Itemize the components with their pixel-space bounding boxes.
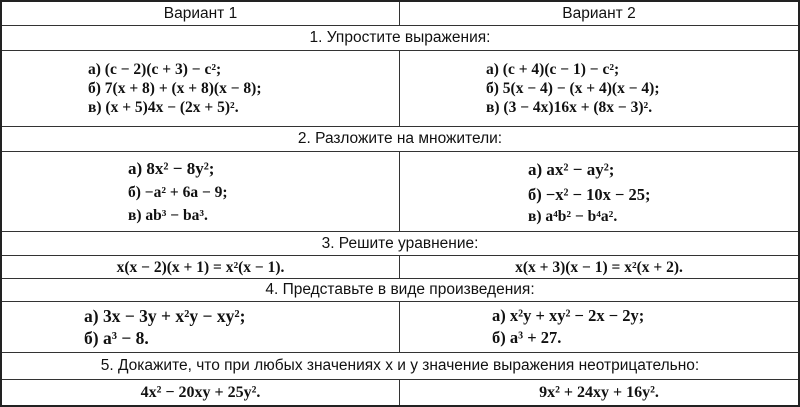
variant-2-header: Вариант 2 [562,4,636,22]
task-1-v1-item-c: в) (x + 5)4x − (2x + 5)². [88,99,239,116]
task-5-variant-2 [400,380,798,405]
task-2-v2-item-a: а) ax² − ay²; [528,159,615,179]
task-2-v1-item-c: в) ab³ − ba³. [128,206,208,224]
task-1-v2-item-c: в) (3 − 4x)16x + (8x − 3)². [486,99,653,116]
task-5-row [2,380,798,405]
task-2-title: 2. Разложите на множители: [2,127,798,152]
task-3-variant-2 [400,256,798,278]
task-2-v1-item-b: б) −a² + 6a − 9; [128,183,228,201]
variant-header-row [2,2,798,26]
task-4-v1-item-b: б) a³ − 8. [84,328,149,348]
task-2-row [2,152,798,232]
task-4-v2-item-a: а) x²y + xy² − 2x − 2y; [492,306,645,325]
task-4-row [2,302,798,353]
task-1-v2-item-a: а) (c + 4)(c − 1) − c²; [486,61,620,78]
task-4-title: 4. Представьте в виде произведения: [2,279,798,302]
task-3-v1-equation: x(x − 2)(x + 1) = x²(x − 1). [116,258,285,276]
task-1-variant-1 [2,51,400,126]
task-3-title: 3. Решите уравнение: [2,232,798,256]
task-4-v1-item-a: а) 3x − 3y + x²y − xy²; [84,306,246,326]
task-3-v2-equation: x(x + 3)(x − 1) = x²(x + 2). [515,258,683,276]
task-3-row [2,256,798,279]
task-2-v2-item-c: в) a⁴b² − b⁴a². [528,207,618,225]
task-4-variant-1 [2,302,400,352]
task-3-variant-1 [2,256,400,278]
variant-1-header: Вариант 1 [2,2,400,25]
task-2-variant-1 [2,152,400,231]
task-2-variant-2 [400,152,798,231]
task-2-v1-item-a: а) 8x² − 8y²; [128,158,215,178]
task-5-v1-expression: 4x² − 20xy + 25y². [140,384,261,401]
task-4-variant-2 [400,302,798,352]
task-5-title: 5. Докажите, что при любых значениях x и y значение выражения неотрицательно: [2,353,798,380]
task-4-v2-item-b: б) a³ + 27. [492,328,562,347]
task-1-v2-item-b: б) 5(x − 4) − (x + 4)(x − 4); [486,80,660,97]
task-1-v1-item-b: б) 7(x + 8) + (x + 8)(x − 8); [88,80,262,97]
task-1-row [2,51,798,127]
task-1-v1-item-a: а) (c − 2)(c + 3) − c²; [88,61,222,78]
task-1-variant-2 [400,51,798,126]
task-1-title: 1. Упростите выражения: [2,26,798,51]
task-5-v2-expression: 9x² + 24xy + 16y². [539,384,659,401]
task-2-v2-item-b: б) −x² − 10x − 25; [528,184,651,204]
task-5-variant-1 [2,380,400,405]
